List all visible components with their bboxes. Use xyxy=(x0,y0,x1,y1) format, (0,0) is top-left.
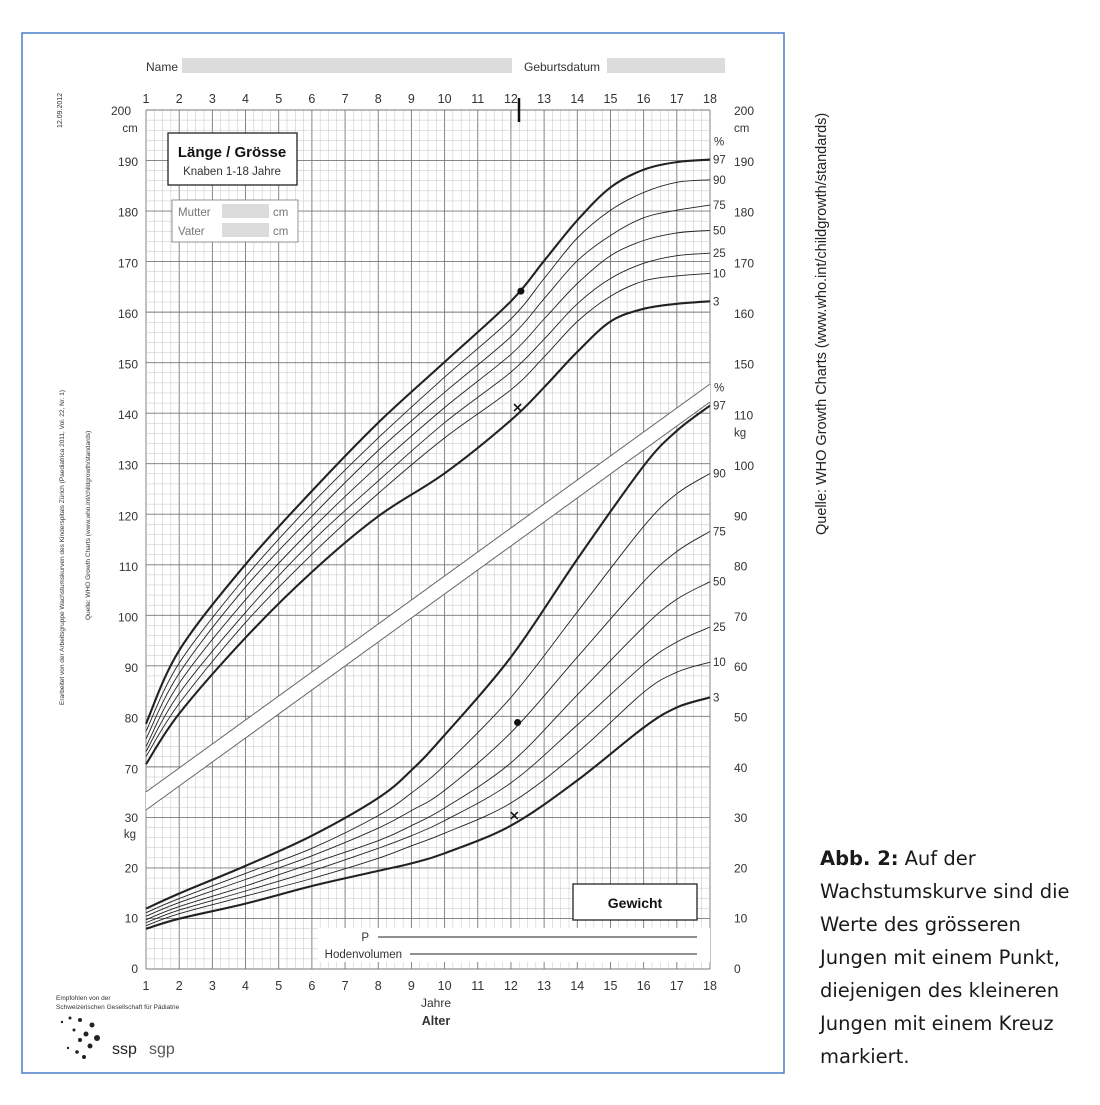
side-note-2: Quelle: WHO Growth Charts (www.who.int/childgrowth/standards) xyxy=(85,430,92,620)
puberty-p-label: P xyxy=(361,932,369,944)
logo-dot xyxy=(73,1029,76,1032)
height-label-p25: 25 xyxy=(713,248,726,261)
x-tick-top: 2 xyxy=(175,92,183,106)
x-tick-bottom: 6 xyxy=(308,979,316,993)
mother-field xyxy=(222,204,269,218)
logo-text-sgp: sgp xyxy=(149,1041,175,1058)
y-right-tick: 0 xyxy=(734,962,741,976)
y-left-tick: 10 xyxy=(124,911,138,926)
x-tick-bottom: 9 xyxy=(407,979,415,993)
caption-label: Abb. 2: xyxy=(820,847,899,870)
logo-dot xyxy=(94,1035,100,1041)
y-left-tick: 90 xyxy=(124,661,138,676)
y-right-tick: 80 xyxy=(734,559,748,574)
x-tick-bottom: 17 xyxy=(669,979,684,993)
weight-point-dot xyxy=(514,719,521,726)
y-right-tick: 160 xyxy=(734,306,755,321)
weight-label-p75: 75 xyxy=(713,526,726,539)
y-right-tick: 30 xyxy=(734,811,748,826)
logo-dot xyxy=(61,1021,63,1023)
height-subtitle: Knaben 1-18 Jahre xyxy=(183,166,281,178)
x-tick-top: 4 xyxy=(242,92,250,106)
chart-static xyxy=(56,58,754,1059)
y-left-unit-cm: cm xyxy=(122,123,138,135)
height-percent-sign: % xyxy=(714,136,725,149)
weight-label-p10: 10 xyxy=(713,657,726,670)
y-left-tick: 140 xyxy=(117,408,138,423)
y-right-tick: 70 xyxy=(734,609,748,624)
y-right-tick: 10 xyxy=(734,911,748,926)
x-tick-bottom: 1 xyxy=(142,979,150,993)
x-tick-bottom: 7 xyxy=(341,979,349,993)
y-right-tick: 110 xyxy=(734,408,754,423)
y-left-tick: 20 xyxy=(124,861,138,876)
x-tick-bottom: 16 xyxy=(636,979,651,993)
print-date: 12.09.2012 xyxy=(57,92,64,128)
y-left-tick: 30 xyxy=(124,811,138,826)
x-tick-bottom: 14 xyxy=(570,979,585,993)
x-tick-top: 13 xyxy=(537,92,552,106)
x-tick-top: 10 xyxy=(437,92,452,106)
weight-percent-sign: % xyxy=(714,382,725,395)
weight-label-p25: 25 xyxy=(713,621,726,634)
testes-label: Hodenvolumen xyxy=(324,949,402,961)
x-tick-top: 14 xyxy=(570,92,585,106)
figure-caption xyxy=(820,842,1082,1073)
x-tick-bottom: 2 xyxy=(175,979,183,993)
birthdate-field xyxy=(607,58,725,73)
name-label: Name xyxy=(146,60,179,74)
y-left-tick: 70 xyxy=(124,762,138,777)
mother-unit: cm xyxy=(273,207,289,219)
weight-label-p3: 3 xyxy=(713,692,720,705)
y-left-tick: 160 xyxy=(117,306,138,321)
ssp-logo xyxy=(61,1017,175,1060)
caption-text: Auf der Wachstumskurve sind die Werte des grösseren Jungen mit einem Punkt, diejenigen des kleineren Jungen mit einem Kreuz markiert. xyxy=(820,847,1070,1068)
x-tick-bottom: 12 xyxy=(503,979,518,993)
weight-label-p97: 97 xyxy=(713,400,726,413)
x-tick-top: 1 xyxy=(142,92,150,106)
y-left-tick: 180 xyxy=(117,205,138,220)
birthdate-label: Geburtsdatum xyxy=(524,60,601,74)
x-tick-bottom: 13 xyxy=(537,979,552,993)
y-right-tick: 20 xyxy=(734,861,748,876)
y-left-tick: 100 xyxy=(117,610,138,625)
y-right-tick: 190 xyxy=(734,155,755,170)
x-axis-title-1: Jahre xyxy=(420,996,452,1010)
x-tick-top: 6 xyxy=(308,92,316,106)
logo-dot xyxy=(67,1047,69,1049)
x-tick-bottom: 8 xyxy=(374,979,382,993)
y-right-unit-cm: cm xyxy=(734,123,750,135)
height-label-p90: 90 xyxy=(713,174,726,187)
height-title: Länge / Grösse xyxy=(177,144,287,161)
logo-dot xyxy=(88,1044,93,1049)
footer-recommended: Empfohlen von der xyxy=(56,995,111,1002)
x-tick-bottom: 5 xyxy=(275,979,283,993)
x-tick-top: 15 xyxy=(603,92,618,106)
y-left-tick: 150 xyxy=(117,357,138,372)
y-left-tick: 80 xyxy=(124,711,138,726)
source-text: Quelle: WHO Growth Charts (www.who.int/childgrowth/standards) xyxy=(814,112,830,535)
side-note-1: Erarbeitet von der Arbeitsgruppe Wachstumskurven des Kinderspitals Zürich (Paediatrica 2011, Vol. 22, Nr. 1) xyxy=(59,389,66,705)
logo-dot xyxy=(82,1055,86,1059)
x-tick-top: 12 xyxy=(503,92,518,106)
y-right-tick: 170 xyxy=(734,256,755,271)
y-right-tick: 50 xyxy=(734,710,748,725)
y-right-unit-kg: kg xyxy=(734,427,747,440)
x-tick-top: 17 xyxy=(669,92,684,106)
height-label-p97: 97 xyxy=(713,154,726,167)
y-right-tick: 60 xyxy=(734,660,748,675)
x-tick-bottom: 3 xyxy=(208,979,216,993)
x-tick-bottom: 15 xyxy=(603,979,618,993)
y-right-tick: 180 xyxy=(734,205,755,220)
height-point-dot xyxy=(517,288,524,295)
x-tick-bottom: 18 xyxy=(703,979,717,993)
y-left-tick: 190 xyxy=(117,155,138,170)
mother-label: Mutter xyxy=(178,207,211,219)
name-field xyxy=(182,58,512,73)
y-left-tick: 170 xyxy=(117,256,138,271)
x-tick-top: 3 xyxy=(208,92,216,106)
x-tick-top: 11 xyxy=(471,92,485,106)
logo-dot xyxy=(78,1018,82,1022)
logo-dot xyxy=(90,1023,95,1028)
x-tick-bottom: 11 xyxy=(471,979,485,993)
y-right-tick: 200 xyxy=(734,104,755,118)
x-axis-title-2: Alter xyxy=(421,1014,451,1028)
y-right-tick: 150 xyxy=(734,357,755,372)
height-point-cross xyxy=(514,404,521,411)
x-tick-top: 18 xyxy=(703,92,717,106)
y-left-tick: 130 xyxy=(117,458,138,473)
height-label-p75: 75 xyxy=(713,200,726,213)
logo-dot xyxy=(84,1032,89,1037)
x-tick-bottom: 4 xyxy=(242,979,250,993)
y-left-tick: 0 xyxy=(131,962,138,976)
logo-dot xyxy=(78,1038,82,1042)
y-left-tick: 120 xyxy=(117,509,138,524)
y-left-unit-kg: kg xyxy=(123,829,137,842)
x-tick-top: 9 xyxy=(407,92,415,106)
x-tick-top: 8 xyxy=(374,92,382,106)
weight-label-p90: 90 xyxy=(713,468,726,481)
y-left-tick: 200 xyxy=(110,104,132,118)
logo-dot xyxy=(69,1017,72,1020)
weight-title: Gewicht xyxy=(607,895,663,911)
x-tick-top: 5 xyxy=(275,92,283,106)
x-tick-bottom: 10 xyxy=(437,979,452,993)
father-unit: cm xyxy=(273,226,289,238)
height-label-p3: 3 xyxy=(713,296,720,309)
x-tick-top: 16 xyxy=(636,92,651,106)
father-label: Vater xyxy=(178,226,205,238)
footer-society: Schweizerischen Gesellschaft für Pädiatrie xyxy=(56,1004,180,1011)
weight-point-cross xyxy=(511,812,518,819)
source-credit xyxy=(808,30,830,540)
y-right-tick: 100 xyxy=(734,459,755,473)
logo-text-ssp: ssp xyxy=(112,1041,137,1058)
y-right-tick: 40 xyxy=(734,760,748,775)
y-right-tick: 90 xyxy=(734,509,748,524)
father-field xyxy=(222,223,269,237)
x-tick-top: 7 xyxy=(341,92,349,106)
y-left-tick: 110 xyxy=(118,559,138,574)
weight-label-p50: 50 xyxy=(713,576,726,589)
height-label-p50: 50 xyxy=(713,225,726,238)
logo-dot xyxy=(75,1050,79,1054)
height-label-p10: 10 xyxy=(713,268,726,281)
